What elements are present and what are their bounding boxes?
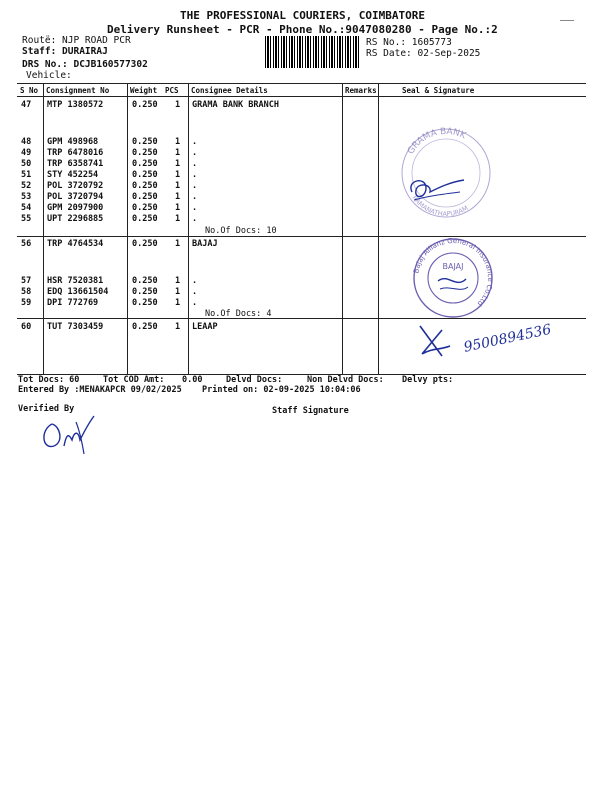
row-pcs: 1 — [175, 287, 181, 297]
entered-by: Entered By :MENAKAPCR 09/02/2025 — [18, 385, 182, 395]
barcode — [265, 36, 361, 68]
row-consignment: POL 3720792 — [47, 181, 104, 191]
row-consignee: . — [192, 276, 198, 286]
row-consignment: UPT 2296885 — [47, 214, 104, 224]
row-consignment: GPM 2097900 — [47, 203, 104, 213]
col-divider-1 — [43, 83, 44, 374]
row-consignee: . — [192, 203, 198, 213]
tot-cod-label: Tot COD Amt: — [103, 375, 165, 385]
row-pcs: 1 — [175, 181, 181, 191]
row-sno: 51 — [21, 170, 32, 180]
row-consignment: TUT 7303459 — [47, 322, 104, 332]
rs-number: RS No.: 1605773 — [366, 37, 452, 48]
row-consignment: POL 3720794 — [47, 192, 104, 202]
verifier-signature — [38, 410, 100, 458]
row-consignment: EDQ 13661504 — [47, 287, 109, 297]
col-header-weight: Weight — [130, 86, 158, 95]
row-pcs: 1 — [175, 192, 181, 202]
row-sno: 60 — [21, 322, 32, 332]
row-consignee: . — [192, 192, 198, 202]
row-weight: 0.250 — [132, 239, 158, 249]
row-weight: 0.250 — [132, 159, 158, 169]
group-rule-2 — [17, 318, 586, 319]
row-consignee: . — [192, 287, 198, 297]
row-consignment: HSR 7520381 — [47, 276, 104, 286]
route-label: Routë: NJP ROAD PCR — [22, 35, 131, 46]
runsheet-subtitle: Delivery Runsheet - PCR - Phone No.:9047080280 - Page No.:2 — [107, 23, 498, 36]
delvy-pts: Delvy pts: — [402, 375, 454, 385]
col-header-remarks: Remarks — [345, 86, 377, 95]
row-pcs: 1 — [175, 214, 181, 224]
signature-scribble-2 — [414, 320, 454, 362]
row-pcs: 1 — [175, 159, 181, 169]
col-header-consignee: Consignee Details — [191, 86, 268, 95]
signature-scribble-1 — [404, 170, 474, 210]
svg-text:GRAMA BANK: GRAMA BANK — [406, 126, 468, 157]
row-pcs: 1 — [175, 100, 181, 110]
row-weight: 0.250 — [132, 287, 158, 297]
col-header-sno: S No — [20, 86, 39, 95]
row-weight: 0.250 — [132, 298, 158, 308]
row-consignment: DPI 772769 — [47, 298, 99, 308]
row-consignment: TRP 6478016 — [47, 148, 104, 158]
svg-text:RAMANATHAPURAM: RAMANATHAPURAM — [410, 193, 470, 219]
staff-label: Staff: DURAIRAJ — [22, 46, 108, 57]
printed-on: Printed on: 02-09-2025 10:04:06 — [202, 385, 361, 395]
row-pcs: 1 — [175, 170, 181, 180]
row-sno: 56 — [21, 239, 32, 249]
row-consignee: . — [192, 170, 198, 180]
row-weight: 0.250 — [132, 322, 158, 332]
row-consignee: GRAMA BANK BRANCH — [192, 100, 279, 110]
verified-by: Verified By — [18, 404, 75, 414]
row-weight: 0.250 — [132, 137, 158, 147]
row-consignee: LEAAP — [192, 322, 218, 332]
row-sno: 57 — [21, 276, 32, 286]
row-weight: 0.250 — [132, 276, 158, 286]
row-sno: 59 — [21, 298, 32, 308]
row-consignee: . — [192, 298, 198, 308]
group-rule-1 — [17, 236, 586, 237]
row-pcs: 1 — [175, 322, 181, 332]
col-header-consignment: Consignment No — [46, 86, 110, 95]
row-consignee: . — [192, 214, 198, 224]
row-consignee: BAJAJ — [192, 239, 218, 249]
tot-cod-value: 0.00 — [182, 375, 203, 385]
vehicle-label: Vehicle: — [26, 70, 72, 81]
col-divider-4 — [342, 83, 343, 374]
row-sno: 47 — [21, 100, 32, 110]
row-consignment: TRP 4764534 — [47, 239, 104, 249]
group-docs-count: No.Of Docs: 4 — [205, 309, 272, 319]
row-sno: 48 — [21, 137, 32, 147]
col-divider-3 — [188, 83, 189, 374]
svg-text:BAJAJ: BAJAJ — [442, 262, 464, 271]
svg-text:Bajaj Allianz General Insuranc: Bajaj Allianz General Insurance Co.Ltd — [412, 237, 495, 308]
row-consignee: . — [192, 148, 198, 158]
handwritten-phone: 9500894536 — [462, 321, 553, 356]
row-pcs: 1 — [175, 298, 181, 308]
col-divider-5 — [378, 83, 379, 374]
staff-signature-label: Staff Signature — [272, 406, 349, 416]
row-weight: 0.250 — [132, 100, 158, 110]
column-header-rule — [17, 96, 586, 97]
row-consignment: TRP 6358741 — [47, 159, 104, 169]
row-consignee: . — [192, 181, 198, 191]
row-sno: 54 — [21, 203, 32, 213]
drs-number: DRS No.: DCJB160577302 — [22, 59, 148, 70]
row-sno: 53 — [21, 192, 32, 202]
row-weight: 0.250 — [132, 148, 158, 158]
group-docs-count: No.Of Docs: 10 — [205, 226, 277, 236]
col-header-pcs: PCS — [165, 86, 179, 95]
row-pcs: 1 — [175, 239, 181, 249]
delvd-docs: Delvd Docs: — [226, 375, 283, 385]
table-top-rule — [17, 83, 586, 84]
row-sno: 55 — [21, 214, 32, 224]
row-pcs: 1 — [175, 276, 181, 286]
row-sno: 49 — [21, 148, 32, 158]
row-sno: 52 — [21, 181, 32, 191]
row-consignee: . — [192, 159, 198, 169]
row-weight: 0.250 — [132, 214, 158, 224]
tot-docs: Tot Docs: 60 — [18, 375, 80, 385]
row-weight: 0.250 — [132, 203, 158, 213]
col-header-seal: Seal & Signature — [402, 86, 475, 95]
row-weight: 0.250 — [132, 192, 158, 202]
row-sno: 50 — [21, 159, 32, 169]
row-weight: 0.250 — [132, 170, 158, 180]
non-delvd-docs: Non Delvd Docs: — [307, 375, 384, 385]
row-pcs: 1 — [175, 137, 181, 147]
company-title: THE PROFESSIONAL COURIERS, COIMBATORE — [180, 9, 426, 22]
row-sno: 58 — [21, 287, 32, 297]
row-pcs: 1 — [175, 203, 181, 213]
row-pcs: 1 — [175, 148, 181, 158]
col-divider-2 — [127, 83, 128, 374]
row-consignment: STY 452254 — [47, 170, 99, 180]
rs-date: RS Date: 02-Sep-2025 — [366, 48, 481, 59]
corner-mark — [560, 20, 574, 21]
bajaj-insurance-stamp — [408, 237, 498, 319]
row-weight: 0.250 — [132, 181, 158, 191]
row-consignment: MTP 1380572 — [47, 100, 104, 110]
row-consignment: GPM 498968 — [47, 137, 99, 147]
row-consignee: . — [192, 137, 198, 147]
